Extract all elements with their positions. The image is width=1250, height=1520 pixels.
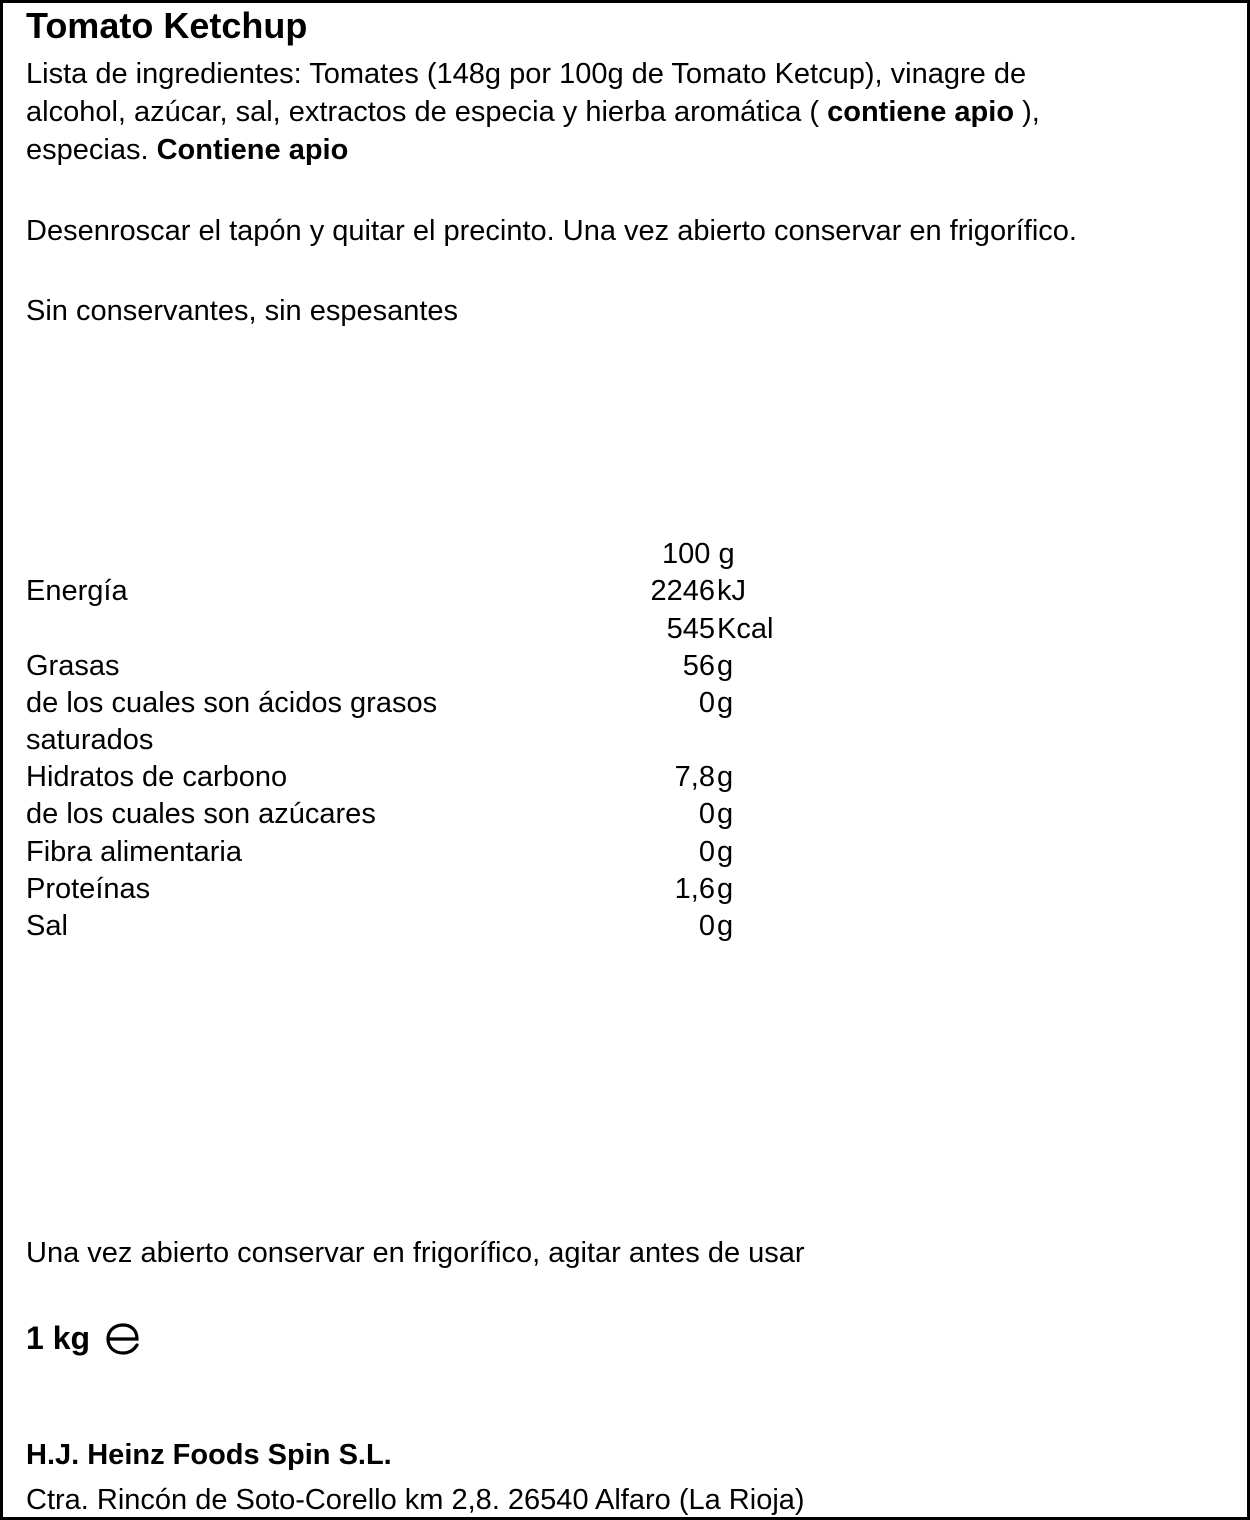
storage-text: Una vez abierto conservar en frigorífico, agitar antes de usar: [26, 1237, 805, 1269]
ingredients-text: alcohol, azúcar, sal, extractos de especia y hierba aromática (: [26, 96, 828, 128]
nutrition-label: Sal: [26, 910, 68, 942]
instructions-text: Desenroscar el tapón y quitar el precinto. Una vez abierto conservar en frigorífico.: [26, 215, 1077, 247]
ingredients-line-2: [26, 93, 1040, 131]
nutrition-unit: g: [717, 836, 734, 868]
ingredients-line-3: [26, 131, 348, 169]
nutrition-label: de los cuales son azúcares: [26, 798, 376, 830]
manufacturer-name: H.J. Heinz Foods Spin S.L.: [26, 1439, 392, 1471]
nutrition-label: Energía: [26, 575, 128, 607]
nutrition-value: 545: [666, 613, 715, 645]
estimated-e-icon: [104, 1322, 144, 1356]
allergen-celery: contiene apio: [827, 96, 1015, 128]
ingredients-text: ),: [1014, 96, 1040, 128]
nutrition-value: 0: [698, 836, 715, 868]
nutrition-unit: g: [717, 761, 734, 793]
ingredients-text: especias.: [26, 134, 157, 166]
nutrition-value: 2246: [650, 575, 715, 607]
nutrition-label: de los cuales son ácidos grasos: [26, 687, 438, 719]
nutrition-value: 0: [698, 687, 715, 719]
nutrition-label: Hidratos de carbono: [26, 761, 288, 793]
ingredients-line-1: Lista de ingredientes: Tomates (148g por 100g de Tomato Ketcup), vinagre de: [26, 58, 1027, 90]
nutrition-unit: g: [717, 798, 734, 830]
nutrition-label: Grasas: [26, 650, 120, 682]
net-weight: 1 kg: [26, 1320, 91, 1356]
nutrition-value: 0: [698, 798, 715, 830]
nutrition-label: Fibra alimentaria: [26, 836, 242, 868]
nutrition-unit: g: [717, 910, 734, 942]
nutrition-header: 100 g: [662, 538, 735, 570]
product-title: Tomato Ketchup: [26, 5, 308, 46]
nutrition-value: 7,8: [674, 761, 715, 793]
nutrition-unit: Kcal: [717, 613, 774, 645]
nutrition-unit: g: [717, 687, 734, 719]
nutrition-value: 1,6: [674, 873, 715, 905]
claims-text: Sin conservantes, sin espesantes: [26, 295, 459, 327]
nutrition-unit: g: [717, 873, 734, 905]
nutrition-unit: kJ: [717, 575, 746, 607]
nutrition-unit: g: [717, 650, 734, 682]
nutrition-value: 0: [698, 910, 715, 942]
manufacturer-address: Ctra. Rincón de Soto-Corello km 2,8. 26540 Alfaro (La Rioja): [26, 1484, 805, 1516]
nutrition-label: saturados: [26, 724, 154, 756]
nutrition-value: 56: [682, 650, 715, 682]
allergen-statement: Contiene apio: [156, 134, 349, 166]
nutrition-label: Proteínas: [26, 873, 151, 905]
